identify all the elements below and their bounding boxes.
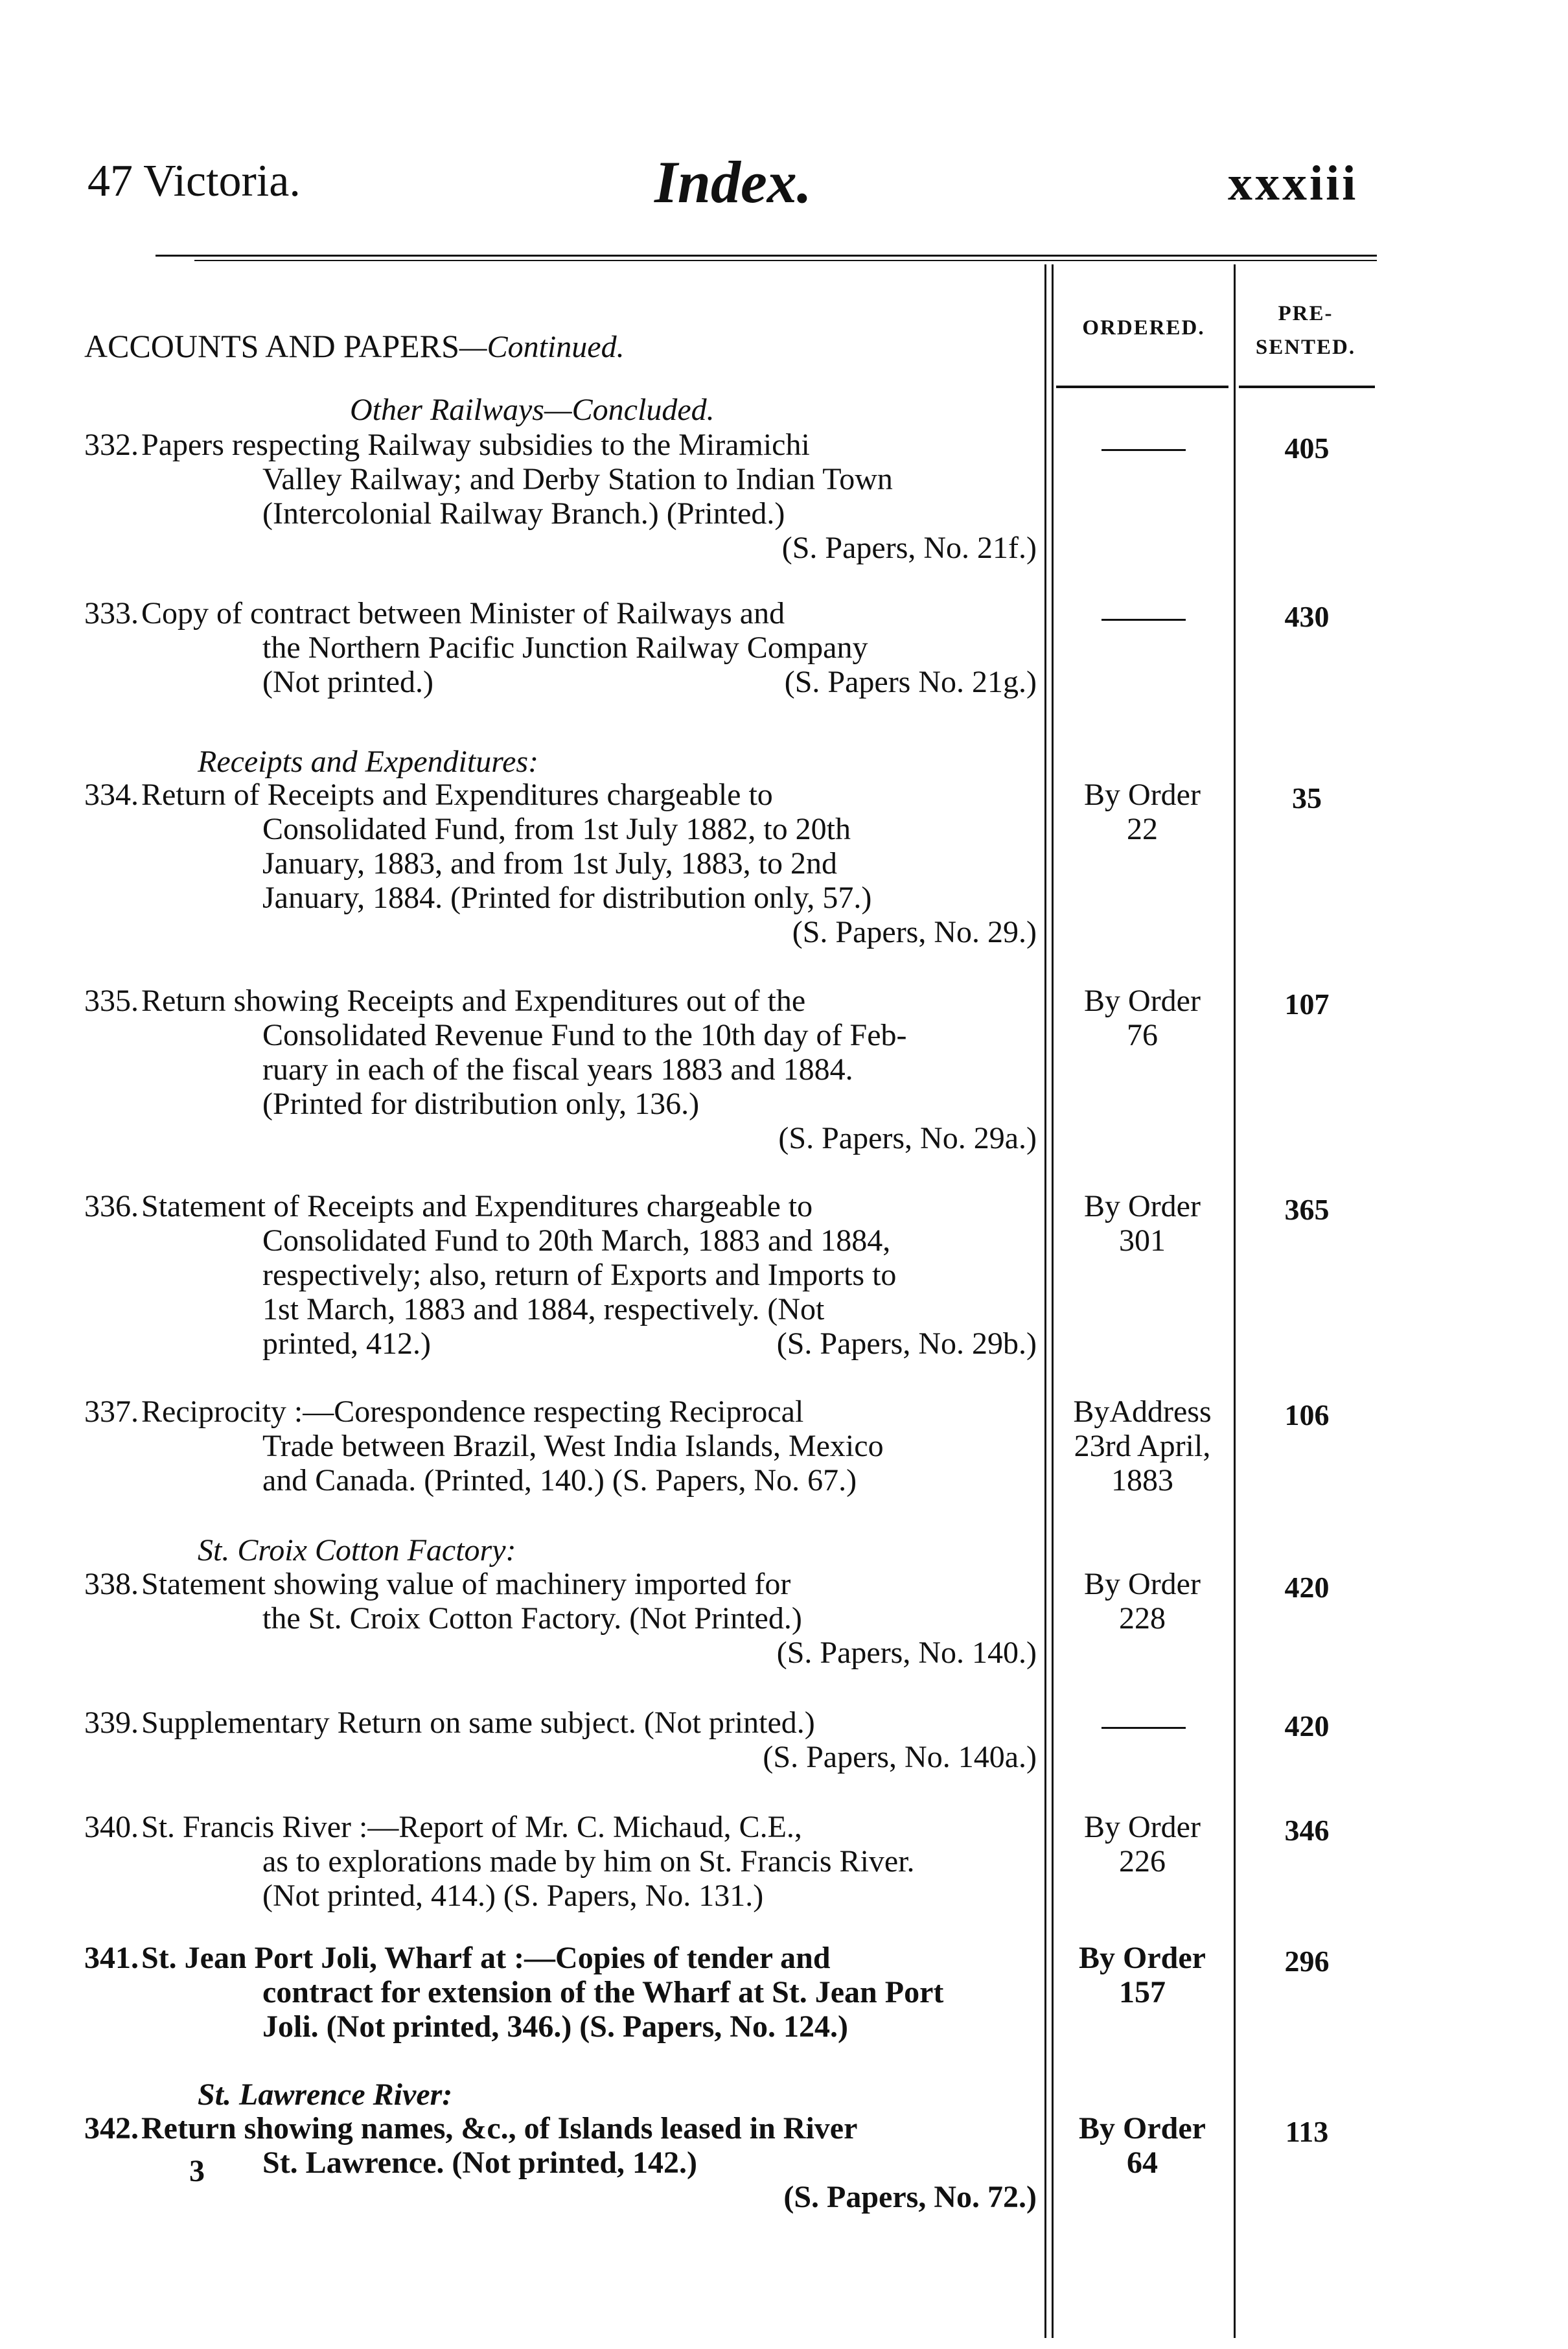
index-entry (84, 596, 1037, 699)
ordered-value (1056, 2111, 1228, 2180)
ordered-line: 64 (1127, 2146, 1158, 2180)
entry-text-line: Consolidated Fund, from 1st July 1882, to 20th (262, 812, 851, 846)
ordered-dash (1101, 449, 1186, 451)
entry-reference: (S. Papers, No. 29b.) (776, 1326, 1037, 1361)
ordered-line: By Order (1084, 778, 1201, 812)
presented-value: 35 (1292, 781, 1322, 815)
column-header-presented (1241, 297, 1370, 364)
entry-text-line: 1st March, 1883 and 1884, respectively. (Not (262, 1292, 825, 1326)
entry-number: 342. (84, 2111, 139, 2146)
index-entry (84, 1567, 1037, 1670)
subhead-st-lawrence: St. Lawrence River: (198, 2077, 453, 2112)
column-header-ordered: ORDERED. (1082, 316, 1205, 340)
presented-value: 346 (1284, 1814, 1330, 1847)
ordered-line: By Order (1079, 2111, 1206, 2146)
entry-number: 338. (84, 1567, 139, 1601)
entry-text-line: the St. Croix Cotton Factory. (Not Printed.) (262, 1601, 802, 1636)
entry-text-line: St. Francis River :—Report of Mr. C. Michaud, C.E., (141, 1810, 802, 1844)
presented-value: 106 (1284, 1398, 1330, 1431)
column-header-rule (1239, 386, 1375, 388)
entry-number: 336. (84, 1189, 139, 1223)
section-title: ACCOUNTS AND PAPERS (84, 328, 459, 364)
ordered-line: By Order (1084, 984, 1201, 1018)
presented-value: 420 (1284, 1571, 1330, 1604)
ordered-value (1056, 1394, 1228, 1498)
entry-number: 335. (84, 984, 139, 1018)
header-rule-secondary (194, 260, 1377, 261)
entry-reference: (S. Papers, No. 140a.) (763, 1740, 1037, 1774)
entry-number: 339. (84, 1706, 139, 1740)
entry-text-line: Consolidated Fund to 20th March, 1883 and 1884, (262, 1223, 891, 1258)
index-entry (84, 1706, 1037, 1774)
index-entry (84, 1941, 943, 2044)
index-entry (84, 428, 1037, 565)
entry-text-line: ruary in each of the fiscal years 1883 and 1884. (262, 1052, 853, 1087)
ordered-value (1056, 984, 1228, 1052)
subhead-other-railways: Other Railways—Concluded. (350, 393, 715, 427)
entry-text-line: contract for extension of the Wharf at St. Jean Port (262, 1975, 944, 2009)
section-continued: —Continued. (459, 330, 625, 364)
index-entry (84, 778, 1037, 949)
entry-text-line: January, 1883, and from 1st July, 1883, to 2nd (262, 846, 838, 881)
ordered-line: 22 (1127, 812, 1158, 846)
entry-text-line: St. Lawrence. (Not printed, 142.) (262, 2146, 698, 2180)
index-entry (84, 1394, 884, 1498)
entry-text-line: (Intercolonial Railway Branch.) (Printed.) (262, 496, 785, 531)
ordered-line: ByAddress (1073, 1394, 1212, 1429)
ordered-dash (1101, 1727, 1186, 1729)
entry-reference: (S. Papers No. 21g.) (784, 665, 1037, 699)
running-head-left: 47 Victoria. (87, 156, 301, 206)
index-entry (84, 1189, 1037, 1361)
entry-reference: (S. Papers, No. 72.) (783, 2180, 1037, 2214)
entry-text-line: Statement of Receipts and Expenditures chargeable to (141, 1189, 813, 1223)
ordered-line: 226 (1119, 1844, 1166, 1879)
entry-reference: (S. Papers, No. 29a.) (778, 1121, 1037, 1155)
entry-text-row (84, 1326, 1037, 1361)
ordered-line: By Order (1084, 1189, 1201, 1223)
entry-text-line: Reciprocity :—Corespondence respecting Reciprocal (141, 1394, 804, 1429)
subhead-st-croix: St. Croix Cotton Factory: (198, 1533, 516, 1568)
presented-value: 405 (1284, 432, 1330, 465)
column-divider (1044, 264, 1046, 2338)
ordered-line: 23rd April, (1074, 1429, 1211, 1463)
presented-value: 420 (1284, 1709, 1330, 1742)
index-entry (84, 2111, 1037, 2214)
page-number-roman: xxxiii (1228, 156, 1359, 211)
entry-text-line: as to explorations made by him on St. Francis River. (262, 1844, 915, 1879)
entry-text-line: and Canada. (Printed, 140.) (S. Papers, No. 67.) (262, 1463, 857, 1498)
entry-text-line: Supplementary Return on same subject. (Not printed.) (141, 1706, 815, 1740)
ordered-line: 76 (1127, 1018, 1158, 1052)
entry-text-line: Return showing names, &c., of Islands leased in River (141, 2111, 858, 2146)
entry-number: 334. (84, 778, 139, 812)
entry-text-line: respectively; also, return of Exports and Imports to (262, 1258, 897, 1292)
entry-number: 337. (84, 1394, 139, 1429)
column-header-presented-line1: PRE- (1278, 302, 1333, 325)
entry-number: 333. (84, 596, 139, 631)
entry-reference: (S. Papers, No. 21f.) (781, 531, 1037, 565)
entry-number: 332. (84, 428, 139, 462)
presented-value: 107 (1284, 988, 1330, 1021)
entry-text-line: the Northern Pacific Junction Railway Company (262, 631, 868, 665)
entry-text-line: January, 1884. (Printed for distribution only, 57.) (262, 881, 872, 915)
ordered-line: 1883 (1111, 1463, 1173, 1498)
column-divider (1234, 264, 1236, 2338)
subhead-receipts: Receipts and Expenditures: (198, 745, 539, 779)
ordered-value (1056, 778, 1228, 846)
ordered-line: By Order (1079, 1941, 1206, 1975)
running-head-title: Index. (654, 149, 812, 215)
column-divider (1052, 264, 1054, 2338)
entry-text-row (84, 665, 1037, 699)
ordered-line: 157 (1119, 1975, 1166, 2009)
entry-text-line: (Not printed.) (262, 665, 433, 699)
ordered-value (1056, 1941, 1228, 2009)
ordered-value (1056, 1189, 1228, 1258)
header-rule (156, 255, 1377, 257)
entry-text-line: printed, 412.) (262, 1326, 431, 1361)
entry-text-line: Trade between Brazil, West India Islands, Mexico (262, 1429, 884, 1463)
ordered-line: 228 (1119, 1601, 1166, 1636)
entry-reference: (S. Papers, No. 140.) (776, 1636, 1037, 1670)
ordered-value (1056, 1567, 1228, 1636)
entry-reference: (S. Papers, No. 29.) (792, 915, 1037, 949)
ordered-line: By Order (1084, 1567, 1201, 1601)
ordered-line: 301 (1119, 1223, 1166, 1258)
entry-text-line: Statement showing value of machinery imported for (141, 1567, 791, 1601)
column-header-rule (1056, 386, 1228, 388)
entry-text-line: (Printed for distribution only, 136.) (262, 1087, 700, 1121)
ordered-dash (1101, 619, 1186, 621)
entry-text-line: Papers respecting Railway subsidies to the Miramichi (141, 428, 810, 462)
entry-text-line: St. Jean Port Joli, Wharf at :—Copies of tender and (141, 1941, 831, 1975)
entry-text-line: Valley Railway; and Derby Station to Indian Town (262, 462, 893, 496)
entry-text-line: (Not printed, 414.) (S. Papers, No. 131.) (262, 1879, 764, 1913)
entry-text-line: Return of Receipts and Expenditures chargeable to (141, 778, 773, 812)
index-entry (84, 1810, 915, 1913)
entry-number: 341. (84, 1941, 139, 1975)
section-heading (84, 327, 625, 365)
entry-text-line: Copy of contract between Minister of Railways and (141, 596, 785, 631)
presented-value: 296 (1284, 1945, 1330, 1978)
signature-mark: 3 (189, 2154, 205, 2188)
presented-value: 365 (1284, 1193, 1330, 1226)
entry-text-line: Return showing Receipts and Expenditures out of the (141, 984, 806, 1018)
presented-value: 113 (1285, 2115, 1329, 2148)
entry-text-line: Joli. (Not printed, 346.) (S. Papers, No. 124.) (262, 2009, 848, 2044)
ordered-value (1056, 1810, 1228, 1879)
entry-number: 340. (84, 1810, 139, 1844)
ordered-line: By Order (1084, 1810, 1201, 1844)
index-entry (84, 984, 1037, 1155)
column-header-presented-line2: SENTED. (1255, 336, 1356, 359)
presented-value: 430 (1284, 600, 1330, 633)
entry-text-line: Consolidated Revenue Fund to the 10th day of Feb- (262, 1018, 907, 1052)
